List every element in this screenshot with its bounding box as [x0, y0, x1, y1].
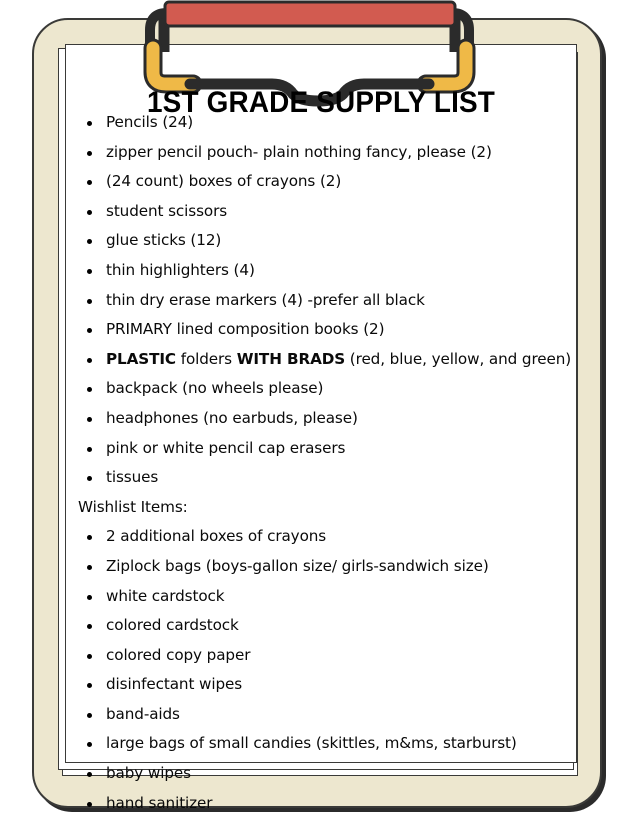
- list-item: glue sticks (12): [78, 226, 574, 256]
- list-item: tissues: [78, 463, 574, 493]
- page-title: 1ST GRADE SUPPLY LIST: [146, 86, 496, 119]
- list-item: white cardstock: [78, 582, 574, 612]
- list-item: pink or white pencil cap erasers: [78, 434, 574, 464]
- list-item: thin highlighters (4): [78, 256, 574, 286]
- supply-list-document: [65, 44, 577, 812]
- wishlist-supply-list: [78, 522, 574, 818]
- list-item: Ziplock bags (boys-gallon size/ girls-sandwich size): [78, 552, 574, 582]
- list-item: band-aids: [78, 700, 574, 730]
- list-item: colored cardstock: [78, 611, 574, 641]
- list-item: large bags of small candies (skittles, m&ms, starburst): [78, 729, 574, 759]
- list-item: (24 count) boxes of crayons (2): [78, 167, 574, 197]
- wishlist-heading: Wishlist Items:: [78, 497, 188, 516]
- list-item: headphones (no earbuds, please): [78, 404, 574, 434]
- list-item: zipper pencil pouch- plain nothing fancy, please (2): [78, 138, 574, 168]
- list-body: [78, 108, 574, 818]
- list-item: thin dry erase markers (4) -prefer all black: [78, 286, 574, 316]
- primary-supply-list: [78, 108, 574, 493]
- list-item: 2 additional boxes of crayons: [78, 522, 574, 552]
- list-item: PRIMARY lined composition books (2): [78, 315, 574, 345]
- list-item: PLASTIC folders WITH BRADS (red, blue, yellow, and green): [78, 345, 574, 375]
- list-item: hand sanitizer: [78, 789, 574, 819]
- list-item: colored copy paper: [78, 641, 574, 671]
- list-item: disinfectant wipes: [78, 670, 574, 700]
- list-item: backpack (no wheels please): [78, 374, 574, 404]
- list-item: baby wipes: [78, 759, 574, 789]
- list-item: Pencils (24): [78, 108, 574, 138]
- list-item: student scissors: [78, 197, 574, 227]
